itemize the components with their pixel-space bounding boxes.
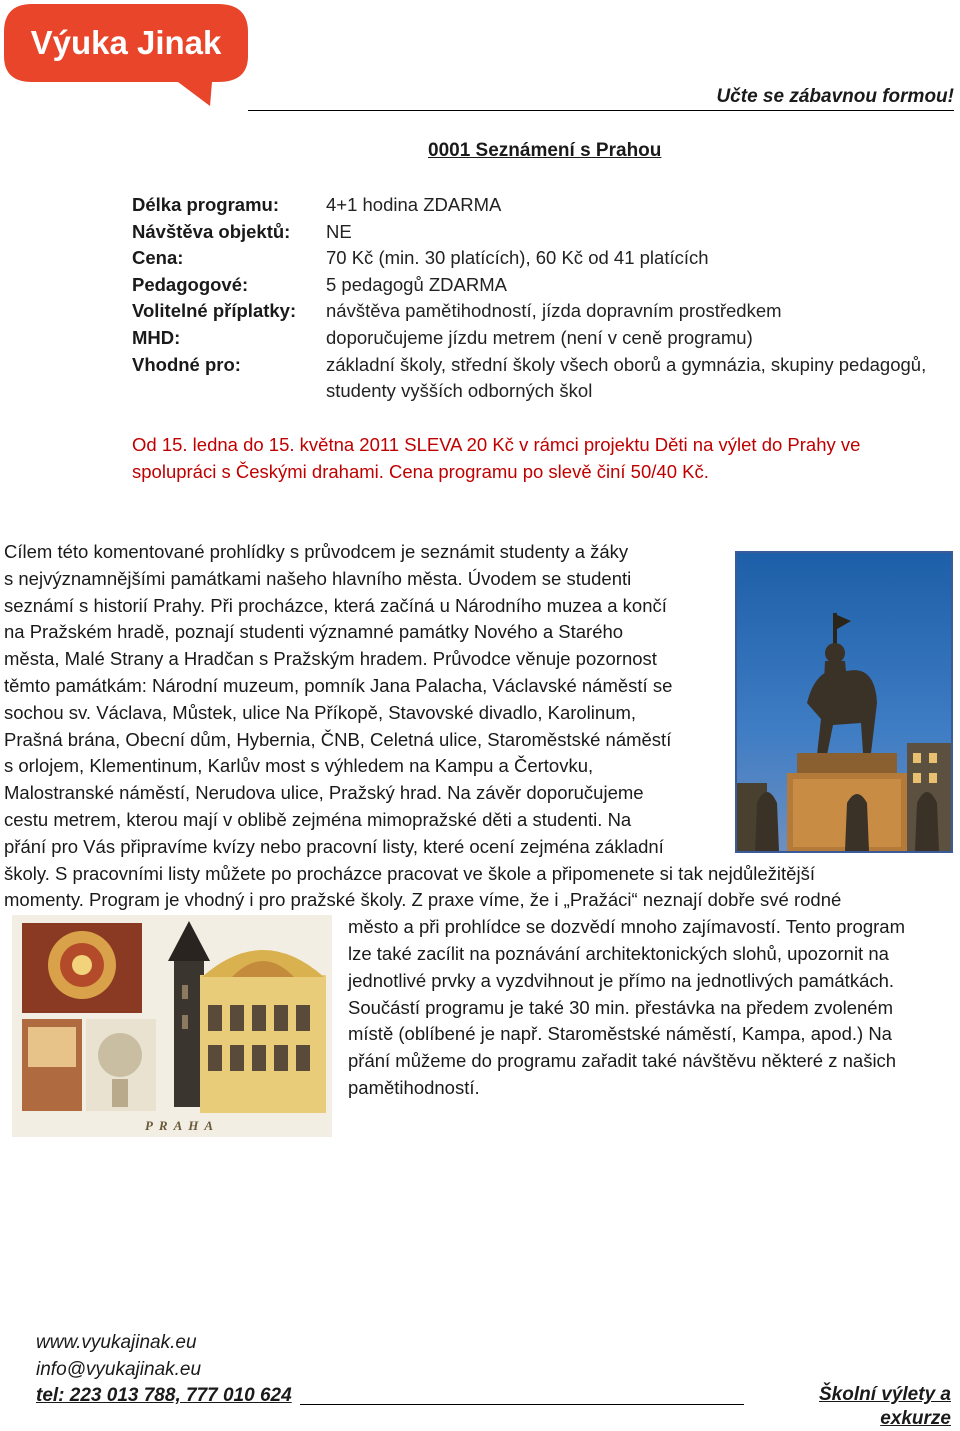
info-value: doporučujeme jízdu metrem (není v ceně programu) bbox=[326, 326, 753, 348]
page-title: 0001 Seznámení s Prahou bbox=[428, 140, 662, 161]
description-line: Malostranské náměstí, Nerudova ulice, Pražský hrad. Na závěr doporučujeme bbox=[4, 782, 644, 804]
description-line: města, Malé Strany a Hradčan s Pražským hradem. Průvodce věnuje pozornost bbox=[4, 648, 657, 670]
info-row-visits bbox=[132, 219, 932, 246]
footer-divider bbox=[300, 1404, 744, 1405]
description-line: momenty. Program je vhodný i pro pražské školy. Z praxe víme, že i „Pražáci“ neznají dobře své rodné bbox=[4, 889, 842, 911]
description-line: seznámí s historií Prahy. Při procházce, která začíná u Národního muzea a končí bbox=[4, 594, 667, 616]
info-label: Vhodné pro: bbox=[132, 353, 241, 375]
tagline: Učte se zábavnou formou! bbox=[248, 84, 954, 111]
info-label: Délka programu: bbox=[132, 194, 280, 215]
info-value: NE bbox=[326, 220, 352, 242]
description-line: na Pražském hradě, poznají studenti významné památky Nového a Starého bbox=[4, 621, 624, 643]
logo bbox=[2, 2, 248, 108]
description-line: cestu metrem, kterou mají v oblibě zejména mimopražské děti a studenti. Na bbox=[4, 808, 632, 830]
description-line: město a při prohlídce se dozvědí mnoho zajímavostí. Tento program bbox=[348, 916, 905, 938]
info-label: Volitelné příplatky: bbox=[132, 300, 297, 322]
info-row-teachers bbox=[132, 272, 932, 299]
discount-notice: Od 15. ledna do 15. května 2011 SLEVA 20 Kč v rámci projektu Děti na výlet do Prahy ve spolupráci s Českými drahami. Cena programu po slevě činí 50/40 Kč. bbox=[132, 434, 861, 482]
logo-text: Výuka Jinak bbox=[30, 24, 222, 61]
info-value: 4+1 hodina ZDARMA bbox=[326, 194, 502, 215]
description-line: těmto památkám: Národní muzeum, pomník Jana Palacha, Václavské náměstí se bbox=[4, 674, 673, 696]
description-line: místě (oblíbené je např. Staroměstské náměstí, Kampa, apod.) Na bbox=[348, 1023, 892, 1045]
website-link[interactable]: www.vyukajinak.eu bbox=[36, 1332, 197, 1353]
description-line: sochou sv. Václava, Můstek, ulice Na Příkopě, Stavovské divadlo, Karolinum, bbox=[4, 701, 637, 723]
description-line: Součástí programu je také 30 min. přestávka na předem zvoleném bbox=[348, 996, 894, 1018]
info-value: návštěva pamětihodností, jízda dopravním prostředkem bbox=[326, 300, 782, 322]
description-line: Prašná brána, Obecní dům, Hybernia, ČNB, Celetná ulice, Staroměstské náměstí bbox=[4, 728, 672, 750]
logo-speech-bubble bbox=[2, 2, 248, 108]
description-line: Cílem této komentované prohlídky s průvodcem je seznámit studenty a žáky bbox=[4, 541, 629, 562]
footer-contacts bbox=[36, 1330, 292, 1410]
description-line: jednotlivé prvky a vyzdvihnout je přímo na jednotlivých památkách. bbox=[348, 969, 895, 991]
footer-slogan: Školní výlety a exkurze bbox=[818, 1384, 951, 1429]
description-line: přání pro Vás připravíme kvízy nebo pracovní listy, které ocení zejména základní bbox=[4, 835, 664, 857]
info-row-suitable bbox=[132, 352, 932, 405]
info-value: 70 Kč (min. 30 platících), 60 Kč od 41 platících bbox=[326, 247, 709, 269]
info-label: Návštěva objektů: bbox=[132, 220, 291, 242]
description-line: lze také zacílit na poznávání architektonických slohů, upozornit na bbox=[348, 942, 889, 964]
program-info bbox=[132, 192, 932, 405]
info-value: 5 pedagogů ZDARMA bbox=[326, 273, 507, 295]
description-line: pamětihodností. bbox=[348, 1076, 480, 1098]
info-row-transport bbox=[132, 325, 932, 352]
info-row-extras bbox=[132, 298, 932, 325]
description-line: s orlojem, Klementinum, Karlův most s výhledem na Kampu a Čertovku, bbox=[4, 755, 594, 777]
postcard-caption: PRAHA bbox=[144, 1118, 220, 1133]
email-link[interactable]: info@vyukajinak.eu bbox=[36, 1358, 202, 1380]
info-label: Pedagogové: bbox=[132, 273, 249, 295]
prague-postcard-photo bbox=[12, 915, 332, 1137]
info-label: MHD: bbox=[132, 326, 181, 348]
description-line: s nejvýznamnějšími památkami našeho hlavního města. Úvodem se studenti bbox=[4, 567, 632, 589]
description-line: přání můžeme do programu zařadit také návštěvu některé z našich bbox=[348, 1050, 897, 1072]
info-row-length bbox=[132, 192, 932, 219]
description-line: školy. S pracovními listy můžete po procházce pracovat ve škole a připomenete si tak nejdůležitější bbox=[4, 862, 815, 884]
info-label: Cena: bbox=[132, 247, 184, 269]
info-value: základní školy, střední školy všech oborů a gymnázia, skupiny pedagogů, studenty vyšších odborných škol bbox=[326, 353, 927, 402]
phone-number: tel: 223 013 788, 777 010 624 bbox=[36, 1385, 292, 1407]
info-row-price bbox=[132, 245, 932, 272]
